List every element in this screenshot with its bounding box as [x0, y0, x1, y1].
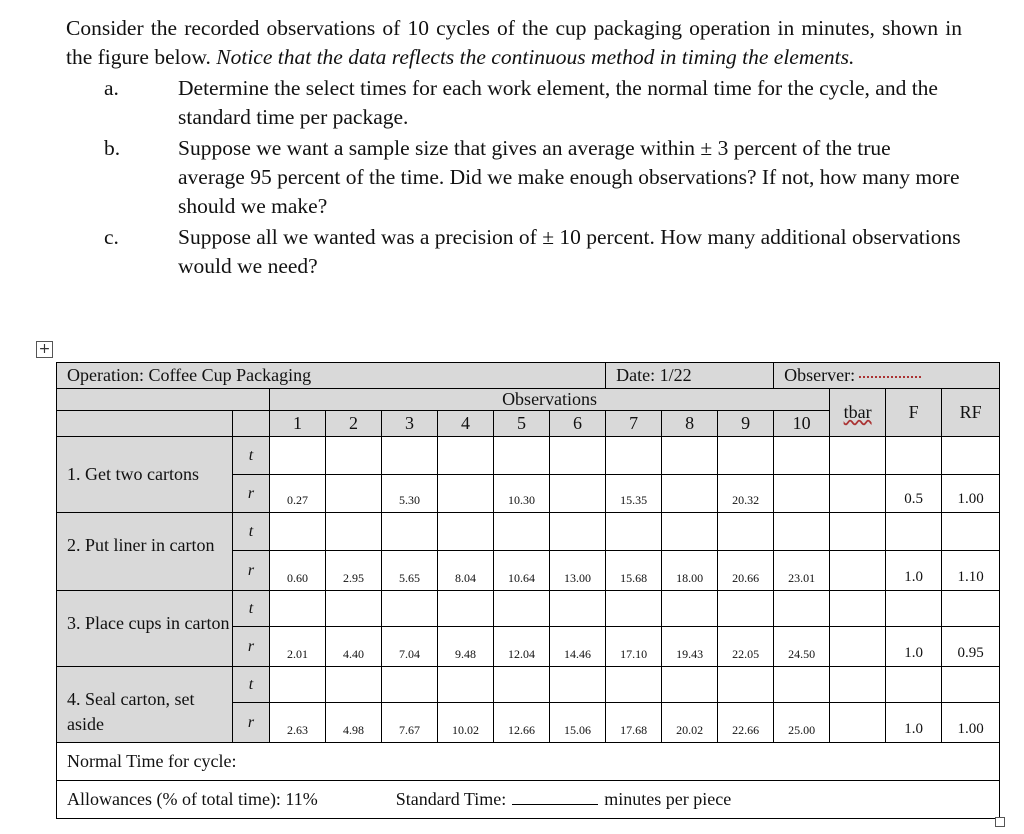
t-value-cell[interactable]	[606, 437, 662, 475]
t-value-cell[interactable]	[382, 437, 438, 475]
t-value-cell[interactable]	[662, 591, 718, 627]
part-text: Suppose we want a sample size that gives an average within ± 3 percent of the true average 95 percent of the time. Did we make enough observations? If not, how many more should we make?	[178, 136, 960, 218]
r-reading-cell: 15.06	[550, 703, 606, 743]
observation-col-header: 6	[550, 411, 606, 437]
t-row-label: t	[233, 513, 270, 551]
t-value-cell[interactable]	[494, 437, 550, 475]
t-value-cell[interactable]	[662, 667, 718, 703]
r-reading-cell: 7.04	[382, 627, 438, 667]
standard-time-label: Standard Time:	[395, 789, 507, 809]
t-value-cell[interactable]	[942, 591, 1000, 627]
f-header: F	[886, 389, 942, 437]
r-reading-cell: 15.35	[606, 475, 662, 513]
r-reading-cell: 8.04	[438, 551, 494, 591]
t-value-cell[interactable]	[606, 667, 662, 703]
t-value-cell[interactable]	[942, 667, 1000, 703]
r-reading-cell	[326, 475, 382, 513]
r-reading-cell	[550, 475, 606, 513]
part-b	[66, 134, 962, 221]
t-value-cell[interactable]	[830, 437, 886, 475]
part-c	[66, 223, 962, 281]
frequency-cell: 1.0	[886, 627, 942, 667]
t-value-cell[interactable]	[606, 591, 662, 627]
observations-header: Observations	[270, 389, 830, 411]
r-row-label: r	[233, 551, 270, 591]
observer-blank	[859, 376, 921, 378]
t-value-cell[interactable]	[382, 513, 438, 551]
t-value-cell[interactable]	[942, 437, 1000, 475]
allowances-label: Allowances (% of total time): 11%	[67, 789, 318, 809]
tbar-cell[interactable]	[830, 703, 886, 743]
r-reading-cell: 7.67	[382, 703, 438, 743]
r-reading-cell: 0.27	[270, 475, 326, 513]
t-value-cell[interactable]	[270, 667, 326, 703]
r-reading-cell: 20.66	[718, 551, 774, 591]
r-reading-cell: 13.00	[550, 551, 606, 591]
intro-main: Consider the recorded observations of 10 cycles of the cup packaging operation in minutes, shown in the figure below.	[66, 16, 962, 69]
tbar-cell[interactable]	[830, 627, 886, 667]
r-reading-cell: 20.32	[718, 475, 774, 513]
rating-factor-cell: 1.00	[942, 475, 1000, 513]
blank-header-cell	[57, 411, 233, 437]
r-reading-cell: 10.02	[438, 703, 494, 743]
t-value-cell[interactable]	[270, 437, 326, 475]
date-label: Date: 1/22	[606, 363, 774, 389]
t-value-cell[interactable]	[326, 591, 382, 627]
part-text: Determine the select times for each work element, the normal time for the cycle, and the standard time per package.	[178, 76, 938, 129]
operation-label: Operation: Coffee Cup Packaging	[57, 363, 606, 389]
observation-table	[56, 362, 1000, 819]
t-value-cell[interactable]	[830, 667, 886, 703]
r-reading-cell: 5.65	[382, 551, 438, 591]
work-element-name: 3. Place cups in carton	[57, 591, 233, 667]
r-reading-cell: 2.63	[270, 703, 326, 743]
part-label: a.	[104, 76, 119, 100]
problem-statement	[66, 14, 962, 281]
problem-intro	[66, 14, 962, 72]
minutes-per-piece-label: minutes per piece	[604, 789, 732, 809]
t-value-cell[interactable]	[830, 513, 886, 551]
r-reading-cell: 4.40	[326, 627, 382, 667]
observation-col-header: 9	[718, 411, 774, 437]
r-reading-cell	[438, 475, 494, 513]
t-value-cell[interactable]	[494, 513, 550, 551]
t-value-cell[interactable]	[550, 513, 606, 551]
t-value-cell[interactable]	[774, 513, 830, 551]
r-reading-cell: 4.98	[326, 703, 382, 743]
frequency-cell: 1.0	[886, 703, 942, 743]
t-value-cell[interactable]	[830, 591, 886, 627]
t-value-cell[interactable]	[326, 667, 382, 703]
blank-header-cell	[233, 411, 270, 437]
r-reading-cell: 24.50	[774, 627, 830, 667]
table-resize-handle[interactable]	[995, 817, 1005, 827]
r-reading-cell: 9.48	[438, 627, 494, 667]
t-value-cell[interactable]	[270, 513, 326, 551]
r-reading-cell: 12.04	[494, 627, 550, 667]
r-reading-cell: 25.00	[774, 703, 830, 743]
t-value-cell[interactable]	[326, 513, 382, 551]
r-reading-cell: 17.68	[606, 703, 662, 743]
r-reading-cell: 18.00	[662, 551, 718, 591]
rf-header: RF	[942, 389, 1000, 437]
r-reading-cell: 5.30	[382, 475, 438, 513]
t-value-cell[interactable]	[438, 591, 494, 627]
observation-col-header: 1	[270, 411, 326, 437]
r-reading-cell	[662, 475, 718, 513]
t-value-cell[interactable]	[718, 591, 774, 627]
t-value-cell[interactable]	[718, 437, 774, 475]
frequency-cell: 1.0	[886, 551, 942, 591]
t-value-cell[interactable]	[718, 513, 774, 551]
work-element-name: 2. Put liner in carton	[57, 513, 233, 591]
t-value-cell[interactable]	[438, 513, 494, 551]
rating-factor-cell: 0.95	[942, 627, 1000, 667]
observer-label	[774, 363, 1000, 389]
t-value-cell[interactable]	[718, 667, 774, 703]
t-value-cell[interactable]	[270, 591, 326, 627]
tbar-cell[interactable]	[830, 551, 886, 591]
frequency-cell: 0.5	[886, 475, 942, 513]
rating-factor-cell: 1.00	[942, 703, 1000, 743]
table-move-handle-icon[interactable]: +	[36, 341, 53, 358]
t-value-cell[interactable]	[550, 437, 606, 475]
r-reading-cell: 22.66	[718, 703, 774, 743]
r-reading-cell: 2.01	[270, 627, 326, 667]
t-value-cell[interactable]	[326, 437, 382, 475]
allowances-row	[57, 781, 1000, 819]
t-value-cell[interactable]	[774, 591, 830, 627]
t-value-cell[interactable]	[886, 591, 942, 627]
observer-text: Observer:	[784, 365, 856, 385]
r-reading-cell: 19.43	[662, 627, 718, 667]
blank-header-cell	[57, 389, 270, 411]
t-value-cell[interactable]	[886, 667, 942, 703]
observation-col-header: 8	[662, 411, 718, 437]
t-value-cell[interactable]	[774, 667, 830, 703]
t-value-cell[interactable]	[438, 437, 494, 475]
observation-col-header: 10	[774, 411, 830, 437]
r-row-label: r	[233, 627, 270, 667]
t-value-cell[interactable]	[382, 667, 438, 703]
part-label: c.	[104, 225, 119, 249]
t-row-label: t	[233, 437, 270, 475]
r-reading-cell: 10.30	[494, 475, 550, 513]
part-text: Suppose all we wanted was a precision of ± 10 percent. How many additional observations would we need?	[178, 225, 961, 278]
tbar-header: tbar	[830, 389, 886, 437]
r-reading-cell: 23.01	[774, 551, 830, 591]
r-reading-cell: 20.02	[662, 703, 718, 743]
t-value-cell[interactable]	[550, 667, 606, 703]
t-value-cell[interactable]	[438, 667, 494, 703]
t-value-cell[interactable]	[382, 591, 438, 627]
r-reading-cell: 14.46	[550, 627, 606, 667]
r-reading-cell: 12.66	[494, 703, 550, 743]
t-value-cell[interactable]	[942, 513, 1000, 551]
r-row-label: r	[233, 475, 270, 513]
observation-col-header: 2	[326, 411, 382, 437]
part-a	[66, 74, 962, 132]
r-reading-cell: 22.05	[718, 627, 774, 667]
r-reading-cell: 0.60	[270, 551, 326, 591]
work-element-name: 4. Seal carton, set aside	[57, 667, 233, 743]
work-element-name: 1. Get two cartons	[57, 437, 233, 513]
t-value-cell[interactable]	[662, 437, 718, 475]
normal-time-label: Normal Time for cycle:	[57, 743, 1000, 781]
t-value-cell[interactable]	[550, 591, 606, 627]
t-row-label: t	[233, 667, 270, 703]
t-value-cell[interactable]	[662, 513, 718, 551]
observation-col-header: 4	[438, 411, 494, 437]
t-value-cell[interactable]	[774, 437, 830, 475]
observation-col-header: 3	[382, 411, 438, 437]
r-reading-cell	[774, 475, 830, 513]
standard-time-blank	[512, 804, 598, 805]
observation-col-header: 7	[606, 411, 662, 437]
r-reading-cell: 15.68	[606, 551, 662, 591]
t-value-cell[interactable]	[886, 437, 942, 475]
part-label: b.	[104, 136, 121, 160]
r-reading-cell: 17.10	[606, 627, 662, 667]
t-row-label: t	[233, 591, 270, 627]
observation-col-header: 5	[494, 411, 550, 437]
t-value-cell[interactable]	[886, 513, 942, 551]
t-value-cell[interactable]	[494, 667, 550, 703]
t-value-cell[interactable]	[606, 513, 662, 551]
r-reading-cell: 2.95	[326, 551, 382, 591]
r-row-label: r	[233, 703, 270, 743]
t-value-cell[interactable]	[494, 591, 550, 627]
tbar-cell[interactable]	[830, 475, 886, 513]
rating-factor-cell: 1.10	[942, 551, 1000, 591]
intro-italic: Notice that the data reflects the continuous method in timing the elements.	[216, 45, 855, 69]
r-reading-cell: 10.64	[494, 551, 550, 591]
